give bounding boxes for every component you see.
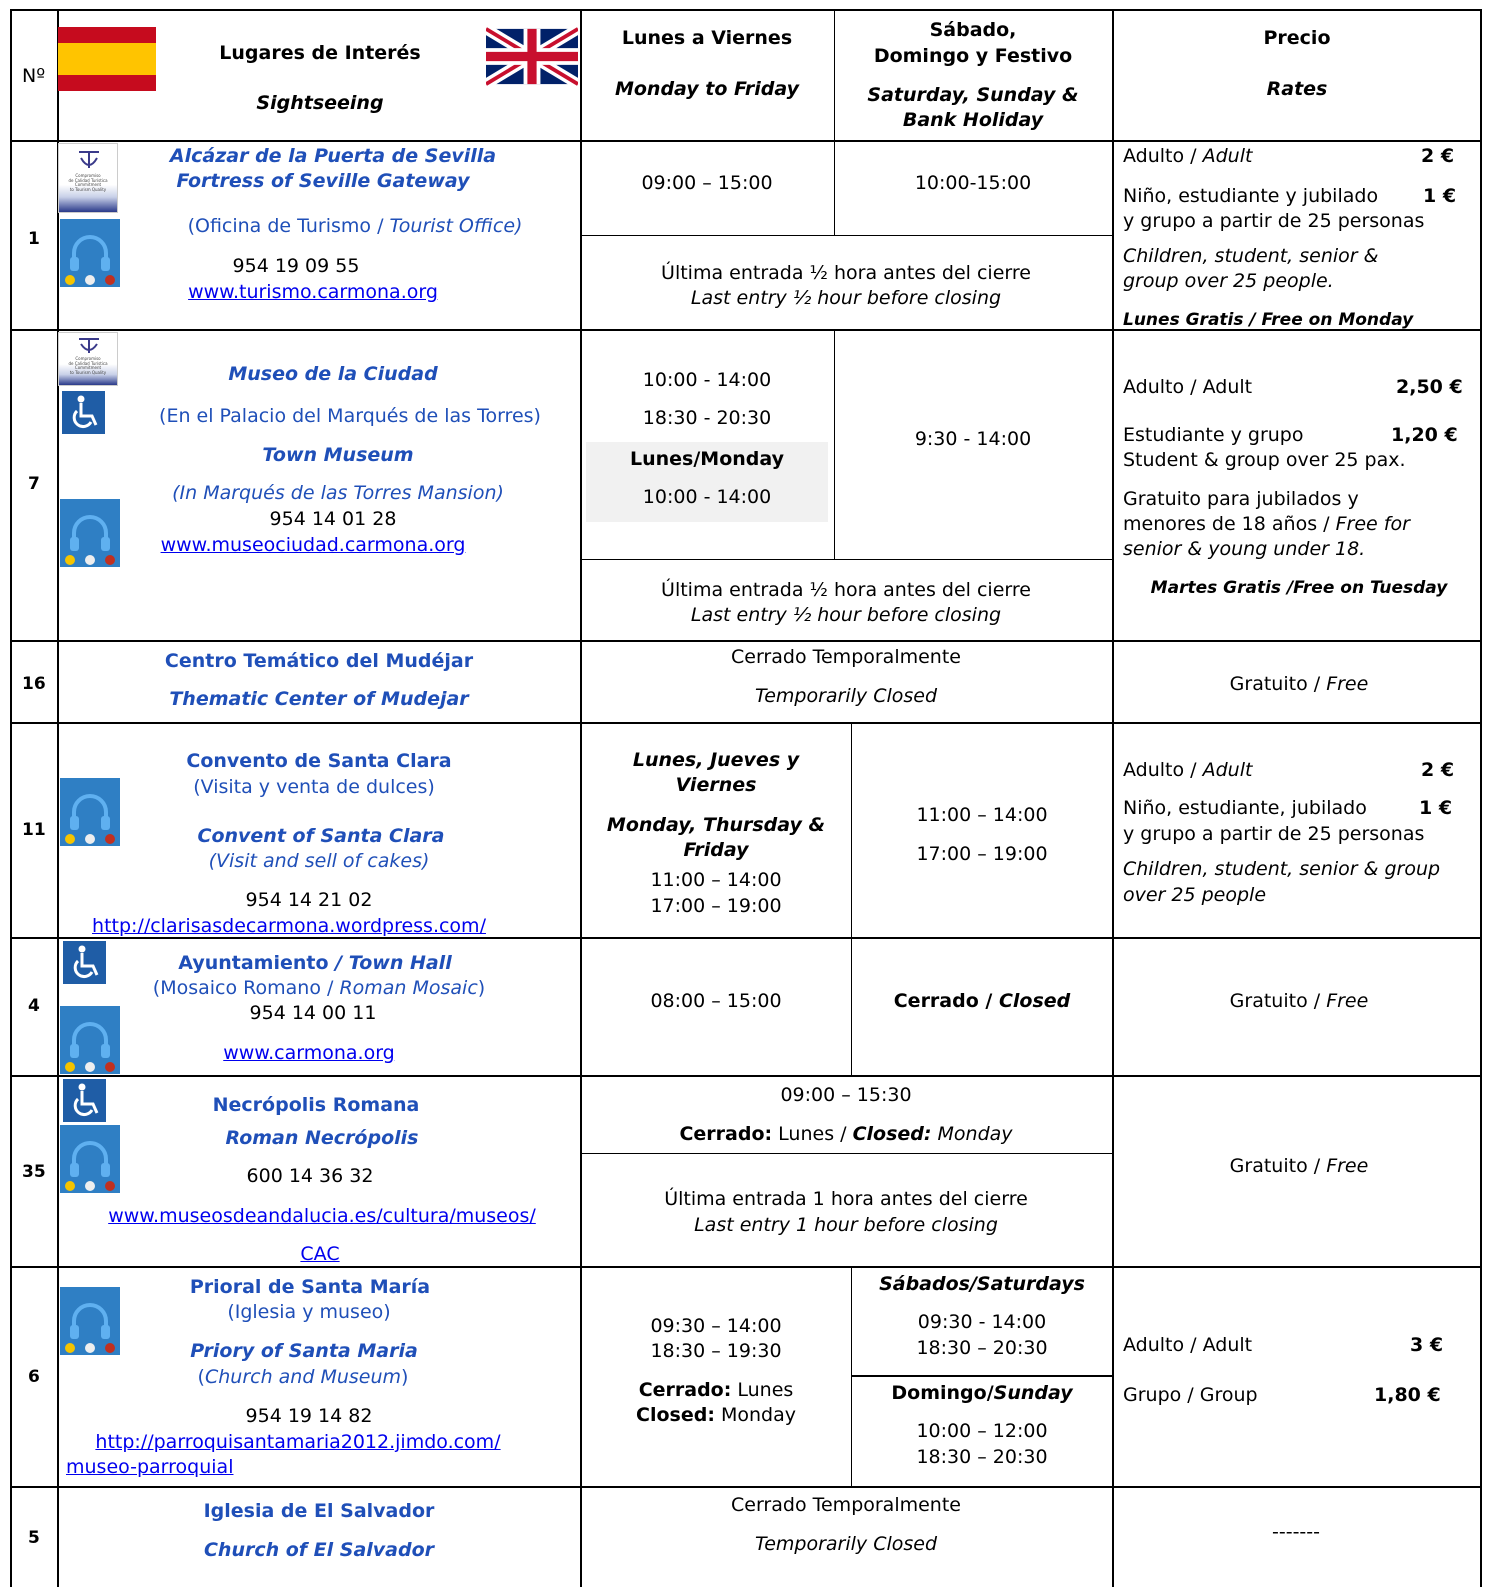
- price-reduced: 1 €: [1419, 797, 1453, 819]
- weekday-hours-2: 18:30 – 19:30: [650, 1340, 782, 1362]
- price-reduced-label: Niño, estudiante, jubilado: [1123, 797, 1367, 819]
- price-adult: 2 €: [1421, 759, 1455, 781]
- sunday-hours-2: 18:30 – 20:30: [916, 1446, 1048, 1468]
- audio-guide-icon: [60, 778, 120, 846]
- monday-label: Lunes/Monday: [629, 448, 785, 470]
- weekend-hours: 10:00-15:00: [914, 172, 1032, 194]
- site-phone: 954 19 14 82: [245, 1405, 373, 1427]
- sunday-label: Domingo/Sunday: [891, 1382, 1073, 1404]
- site-name-es: Prioral de Santa María: [189, 1276, 431, 1298]
- audio-guide-icon: [60, 1006, 120, 1074]
- closed-en: Temporarily Closed: [754, 1533, 938, 1555]
- row-number: 11: [22, 820, 46, 840]
- price-reduced-label-2: y grupo a partir de 25 personas: [1123, 823, 1425, 845]
- site-link[interactable]: www.turismo.carmona.org: [188, 281, 438, 303]
- site-name-es: Convento de Santa Clara: [186, 750, 452, 772]
- last-entry-en: Last entry ½ hour before closing: [690, 604, 1002, 626]
- site-link[interactable]: http://clarisasdecarmona.wordpress.com/: [92, 915, 486, 937]
- uk-flag-icon: [486, 27, 578, 86]
- weekday-closed-en: Closed: Monday: [636, 1404, 796, 1426]
- header-weekend-en-1: Saturday, Sunday &: [867, 84, 1079, 106]
- audio-guide-icon: [60, 499, 120, 567]
- site-name-en: Convent of Santa Clara: [197, 825, 445, 847]
- row-number: 5: [28, 1528, 40, 1548]
- weekday-hours-2: 17:00 – 19:00: [650, 895, 782, 917]
- weekday-hours-1: 11:00 – 14:00: [650, 869, 782, 891]
- price-adult-label: Adulto / Adult: [1123, 145, 1253, 167]
- site-name-en: Priory of Santa Maria: [190, 1340, 418, 1362]
- weekday-days-es-1: Lunes, Jueves y: [632, 749, 800, 771]
- site-name: Ayuntamiento / Town Hall: [178, 952, 452, 974]
- closed-en: Temporarily Closed: [754, 685, 938, 707]
- price-free-2: menores de 18 años / Free for: [1123, 513, 1410, 535]
- price-note-en-1: Children, student, senior &: [1123, 245, 1379, 267]
- site-name-en: Thematic Center of Mudejar: [169, 688, 469, 710]
- price-group-label: Grupo / Group: [1123, 1384, 1258, 1406]
- site-phone: 954 14 01 28: [269, 508, 397, 530]
- price-note-en-2: over 25 people: [1123, 884, 1267, 906]
- saturday-hours-2: 18:30 – 20:30: [916, 1337, 1048, 1359]
- price-group: 1,20 €: [1391, 424, 1458, 446]
- audio-guide-icon: [60, 1287, 120, 1355]
- row-number: 7: [28, 474, 40, 494]
- site-name-es: Necrópolis Romana: [212, 1094, 420, 1116]
- header-sightseeing-es: Lugares de Interés: [219, 42, 421, 64]
- site-subtitle-en: (In Marqués de las Torres Mansion): [172, 482, 504, 504]
- weekday-days-es-2: Viernes: [675, 774, 757, 796]
- weekday-hours-1: 10:00 - 14:00: [642, 369, 772, 391]
- row-number: 4: [28, 996, 40, 1016]
- tourism-quality-badge-icon: Compromiso de Calidad Turística Commitment to Tourism Quality: [58, 143, 118, 213]
- price-note-en-2: group over 25 people.: [1123, 270, 1334, 292]
- weekend-closed: Cerrado / Closed: [893, 990, 1071, 1012]
- site-name-en: Roman Necrópolis: [225, 1127, 419, 1149]
- weekday-hours: 09:00 – 15:00: [641, 172, 773, 194]
- site-subtitle-es: (Iglesia y museo): [227, 1301, 391, 1323]
- last-entry-en: Last entry ½ hour before closing: [690, 287, 1002, 309]
- price: Gratuito / Free: [1229, 673, 1369, 695]
- site-subtitle-en: (Visit and sell of cakes): [208, 850, 430, 872]
- site-link-2[interactable]: CAC: [300, 1243, 340, 1265]
- row-number: 6: [28, 1367, 40, 1387]
- price-note-en-1: Children, student, senior & group: [1123, 858, 1441, 880]
- free-day-note: Lunes Gratis / Free on Monday: [1123, 310, 1414, 330]
- weekday-hours-2: 18:30 - 20:30: [642, 407, 772, 429]
- price: Gratuito / Free: [1229, 990, 1369, 1012]
- site-link-1[interactable]: www.museosdeandalucia.es/cultura/museos/: [108, 1205, 536, 1227]
- weekend-hours: 9:30 - 14:00: [914, 428, 1032, 450]
- site-name-en: Town Museum: [262, 444, 414, 466]
- price-adult-label: Adulto / Adult: [1123, 759, 1253, 781]
- last-entry-en: Last entry 1 hour before closing: [694, 1214, 998, 1236]
- price-adult: 3 €: [1410, 1334, 1444, 1356]
- row-number: 16: [22, 674, 46, 694]
- audio-guide-icon: [60, 219, 120, 287]
- closed-day: Cerrado: Lunes / Closed: Monday: [679, 1123, 1013, 1145]
- site-subtitle-es: (Visita y venta de dulces): [193, 776, 435, 798]
- weekday-days-en-1: Monday, Thursday &: [606, 814, 826, 836]
- header-price-es: Precio: [1263, 27, 1331, 49]
- site-phone: 600 14 36 32: [246, 1165, 374, 1187]
- price-free-3: senior & young under 18.: [1123, 538, 1366, 560]
- site-subtitle-en: (Church and Museum): [197, 1366, 409, 1388]
- price-group-en: Student & group over 25 pax.: [1123, 449, 1406, 471]
- header-price-en: Rates: [1266, 78, 1328, 100]
- price-adult: 2,50 €: [1396, 376, 1463, 398]
- row-number: 35: [22, 1162, 46, 1182]
- site-phone: 954 19 09 55: [232, 255, 360, 277]
- site-name-es: Alcázar de la Puerta de Sevilla: [169, 145, 497, 167]
- price: Gratuito / Free: [1229, 1155, 1369, 1177]
- price-adult-label: Adulto / Adult: [1123, 376, 1253, 398]
- saturday-hours-1: 09:30 - 14:00: [917, 1311, 1047, 1333]
- weekend-hours-1: 11:00 – 14:00: [916, 804, 1048, 826]
- closed-es: Cerrado Temporalmente: [731, 646, 961, 668]
- site-link[interactable]: www.museociudad.carmona.org: [160, 534, 466, 556]
- header-weekend-es-1: Sábado,: [929, 19, 1017, 41]
- row-number: 1: [28, 229, 40, 249]
- header-weekend-es-2: Domingo y Festivo: [873, 45, 1073, 67]
- site-subtitle-es: (En el Palacio del Marqués de las Torres): [159, 405, 541, 427]
- price-group-label: Estudiante y grupo: [1123, 424, 1304, 446]
- site-link-1[interactable]: http://parroquisantamaria2012.jimdo.com/: [95, 1431, 501, 1453]
- closed-es: Cerrado Temporalmente: [731, 1494, 961, 1516]
- price-free-1: Gratuito para jubilados y: [1123, 488, 1359, 510]
- weekday-closed-es: Cerrado: Lunes: [638, 1379, 794, 1401]
- monday-hours: 10:00 - 14:00: [642, 486, 772, 508]
- site-name-en: Fortress of Seville Gateway: [176, 170, 470, 192]
- weekday-days-en-2: Friday: [683, 839, 749, 861]
- hours: 09:00 – 15:30: [780, 1084, 912, 1106]
- audio-guide-icon: [60, 1125, 120, 1193]
- weekend-hours-2: 17:00 – 19:00: [916, 843, 1048, 865]
- weekday-hours: 08:00 – 15:00: [650, 990, 782, 1012]
- site-phone: 954 14 21 02: [245, 889, 373, 911]
- price-adult-label: Adulto / Adult: [1123, 1334, 1253, 1356]
- last-entry-es: Última entrada ½ hora antes del cierre: [661, 579, 1031, 601]
- sunday-hours-1: 10:00 – 12:00: [916, 1420, 1048, 1442]
- price-reduced: 1 €: [1423, 185, 1457, 207]
- site-name-es: Centro Temático del Mudéjar: [164, 650, 474, 672]
- wheelchair-access-icon: [61, 390, 106, 435]
- header-number: Nº: [22, 65, 46, 87]
- header-weekday-en: Monday to Friday: [614, 78, 800, 100]
- price-group: 1,80 €: [1374, 1384, 1441, 1406]
- site-link[interactable]: www.carmona.org: [223, 1042, 395, 1064]
- tourism-quality-badge-icon: Compromiso de Calidad Turística Commitment to Tourism Quality: [58, 332, 118, 386]
- header-sightseeing-en: Sightseeing: [256, 92, 384, 114]
- site-phone: 954 14 00 11: [249, 1002, 377, 1024]
- site-office: (Oficina de Turismo / Tourist Office): [187, 215, 523, 237]
- price-reduced-label: Niño, estudiante y jubilado: [1123, 185, 1379, 207]
- price: -------: [1272, 1521, 1320, 1543]
- header-weekend-en-2: Bank Holiday: [902, 109, 1044, 131]
- site-name-es: Museo de la Ciudad: [228, 363, 438, 385]
- free-day-note: Martes Gratis /Free on Tuesday: [1150, 578, 1448, 598]
- price-adult: 2 €: [1421, 145, 1455, 167]
- spain-flag-icon: [58, 27, 156, 91]
- wheelchair-access-icon: [62, 940, 107, 985]
- site-name-es: Iglesia de El Salvador: [203, 1500, 435, 1522]
- weekday-hours-1: 09:30 – 14:00: [650, 1315, 782, 1337]
- saturday-label: Sábados/Saturdays: [879, 1273, 1085, 1295]
- wheelchair-access-icon: [62, 1078, 107, 1123]
- last-entry-es: Última entrada ½ hora antes del cierre: [661, 262, 1031, 284]
- header-weekday-es: Lunes a Viernes: [621, 27, 793, 49]
- last-entry-es: Última entrada 1 hora antes del cierre: [664, 1188, 1028, 1210]
- site-subtitle: (Mosaico Romano / Roman Mosaic): [152, 977, 486, 999]
- price-reduced-label-2: y grupo a partir de 25 personas: [1123, 210, 1425, 232]
- site-name-en: Church of El Salvador: [203, 1539, 435, 1561]
- site-link-2[interactable]: museo-parroquial: [66, 1456, 234, 1478]
